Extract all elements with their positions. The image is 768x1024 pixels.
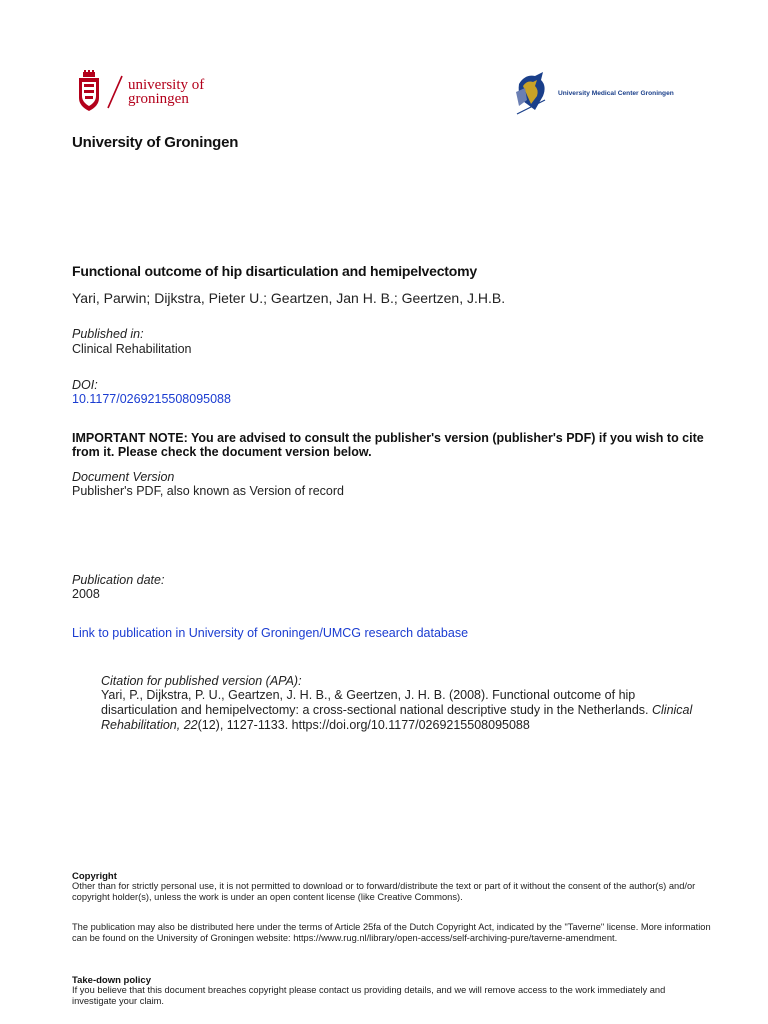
citation-text-a: Yari, P., Dijkstra, P. U., Geartzen, J. H. B., & Geertzen, J. H. B. (2008). Functional outcome of hip disarticulation and hemipelvectomy: a cross-sectional national descriptive study in the Netherlands. — [101, 688, 652, 717]
rug-logo-line1: university of — [128, 77, 205, 93]
published-in-value: Clinical Rehabilitation — [72, 342, 192, 356]
publication-date-label: Publication date: — [72, 573, 165, 587]
publication-title: Functional outcome of hip disarticulation and hemipelvectomy — [72, 263, 477, 279]
citation-text — [101, 688, 711, 733]
taverne-text: The publication may also be distributed here under the terms of Article 25fa of the Dutch Copyright Act, indicated by the "Taverne" license. More information can be found on the University of Groningen website: https://www.rug.nl/library/open-access/self-archiving-pure/taverne-amendment. — [72, 922, 711, 943]
takedown-text: If you believe that this document breaches copyright please contact us providing details, and we will remove access to the work immediately and investigate your claim. — [72, 985, 666, 1006]
doi-label: DOI: — [72, 378, 98, 392]
publication-authors: Yari, Parwin; Dijkstra, Pieter U.; Geartzen, Jan H. B.; Geertzen, J.H.B. — [72, 290, 506, 306]
rug-slash-icon — [105, 74, 125, 110]
important-note: IMPORTANT NOTE: You are advised to consult the publisher's version (publisher's PDF) if you wish to cite from it. Please check the document version below. — [72, 431, 704, 459]
rug-logo — [76, 70, 226, 114]
citation-volume: 22 — [183, 718, 198, 732]
publication-date-value: 2008 — [72, 587, 100, 601]
document-version-value: Publisher's PDF, also known as Version of record — [72, 484, 344, 498]
umcg-mark-icon — [513, 70, 553, 116]
citation-label: Citation for published version (APA): — [101, 674, 302, 688]
research-database-link[interactable]: Link to publication in University of Groningen/UMCG research database — [72, 626, 469, 640]
copyright-heading: Copyright — [72, 871, 117, 882]
citation-comma: , — [176, 718, 184, 732]
umcg-logo-text: University Medical Center Groningen — [558, 90, 674, 97]
citation-journal: Clinical Rehabilitation — [101, 703, 693, 732]
umcg-logo — [513, 70, 703, 116]
rug-logo-line2: groningen — [128, 91, 189, 107]
rug-logo-text — [128, 78, 204, 106]
rug-crest-icon — [76, 70, 102, 112]
copyright-text: Other than for strictly personal use, it is not permitted to download or to forward/distribute the text or part of it without the consent of the author(s) and/or copyright holder(s), unless the work is under an open content license (like Creative Commons). — [72, 881, 696, 902]
takedown-heading: Take-down policy — [72, 975, 152, 986]
published-in-label: Published in: — [72, 327, 144, 341]
document-version-label: Document Version — [72, 470, 175, 484]
institution-name: University of Groningen — [72, 134, 239, 151]
citation-text-b: (12), 1127-1133. https://doi.org/10.1177/0269215508095088 — [197, 718, 530, 732]
doi-link[interactable]: 10.1177/0269215508095088 — [72, 392, 231, 406]
